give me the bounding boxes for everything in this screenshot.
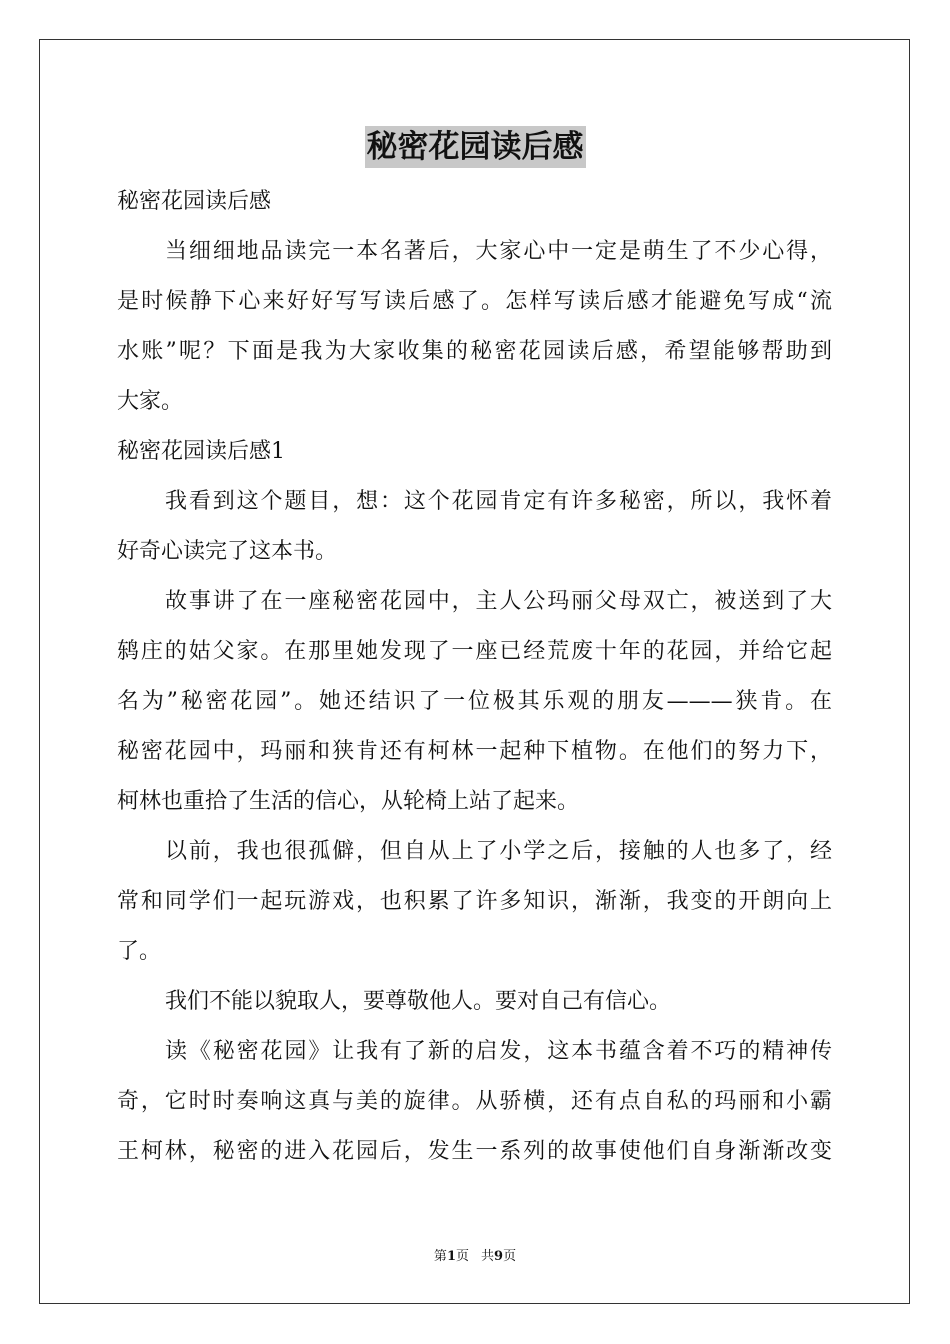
footer-total-suffix: 页	[503, 1249, 517, 1264]
title-container	[0, 126, 950, 168]
text-line: 秘密花园中，玛丽和狭肯还有柯林一起种下植物。在他们的努力下，	[117, 739, 832, 764]
text-line: 柯林也重拾了生活的信心，从轮椅上站了起来。	[117, 789, 580, 814]
text-line: 读《秘密花园》让我有了新的启发，这本书蕴含着不巧的精神传	[165, 1039, 832, 1064]
text-line: 了。	[117, 939, 162, 964]
footer-page-prefix: 第	[433, 1249, 447, 1264]
text-line: 大家。	[117, 389, 184, 414]
text-line: 常和同学们一起玩游戏，也积累了许多知识，渐渐，我变的开朗向上	[117, 889, 832, 914]
page-footer	[0, 1248, 950, 1266]
text-line: 当细细地品读完一本名著后，大家心中一定是萌生了不少心得，	[165, 239, 832, 264]
footer-page-suffix: 页	[455, 1249, 469, 1264]
text-line: 名为”秘密花园”。她还结识了一位极其乐观的朋友———狭肯。在	[117, 689, 832, 714]
document-title: 秘密花园读后感	[365, 126, 586, 168]
text-line: 鸫庄的姑父家。在那里她发现了一座已经荒废十年的花园，并给它起	[117, 639, 832, 664]
text-line: 水账”呢？下面是我为大家收集的秘密花园读后感，希望能够帮助到	[117, 339, 832, 364]
text-line: 故事讲了在一座秘密花园中，主人公玛丽父母双亡，被送到了大	[165, 589, 832, 614]
document-body	[117, 177, 832, 1177]
text-line: 我看到这个题目，想：这个花园肯定有许多秘密，所以，我怀着	[165, 489, 832, 514]
text-line: 秘密花园读后感	[117, 189, 272, 214]
footer-page-number: 1	[446, 1249, 456, 1264]
text-line: 好奇心读完了这本书。	[117, 539, 338, 564]
text-line: 是时候静下心来好好写写读后感了。怎样写读后感才能避免写成“流	[117, 289, 832, 314]
text-line: 我们不能以貌取人，要尊敬他人。要对自己有信心。	[165, 989, 672, 1014]
text-line: 以前，我也很孤僻，但自从上了小学之后，接触的人也多了，经	[165, 839, 832, 864]
footer-total-prefix: 共	[481, 1249, 495, 1264]
text-line: 奇，它时时奏响这真与美的旋律。从骄横，还有点自私的玛丽和小霸	[117, 1089, 832, 1114]
text-line: 秘密花园读后感1	[117, 439, 285, 464]
footer-total-pages: 9	[494, 1249, 504, 1264]
text-line: 王柯林，秘密的进入花园后，发生一系列的故事使他们自身渐渐改变	[117, 1139, 832, 1164]
